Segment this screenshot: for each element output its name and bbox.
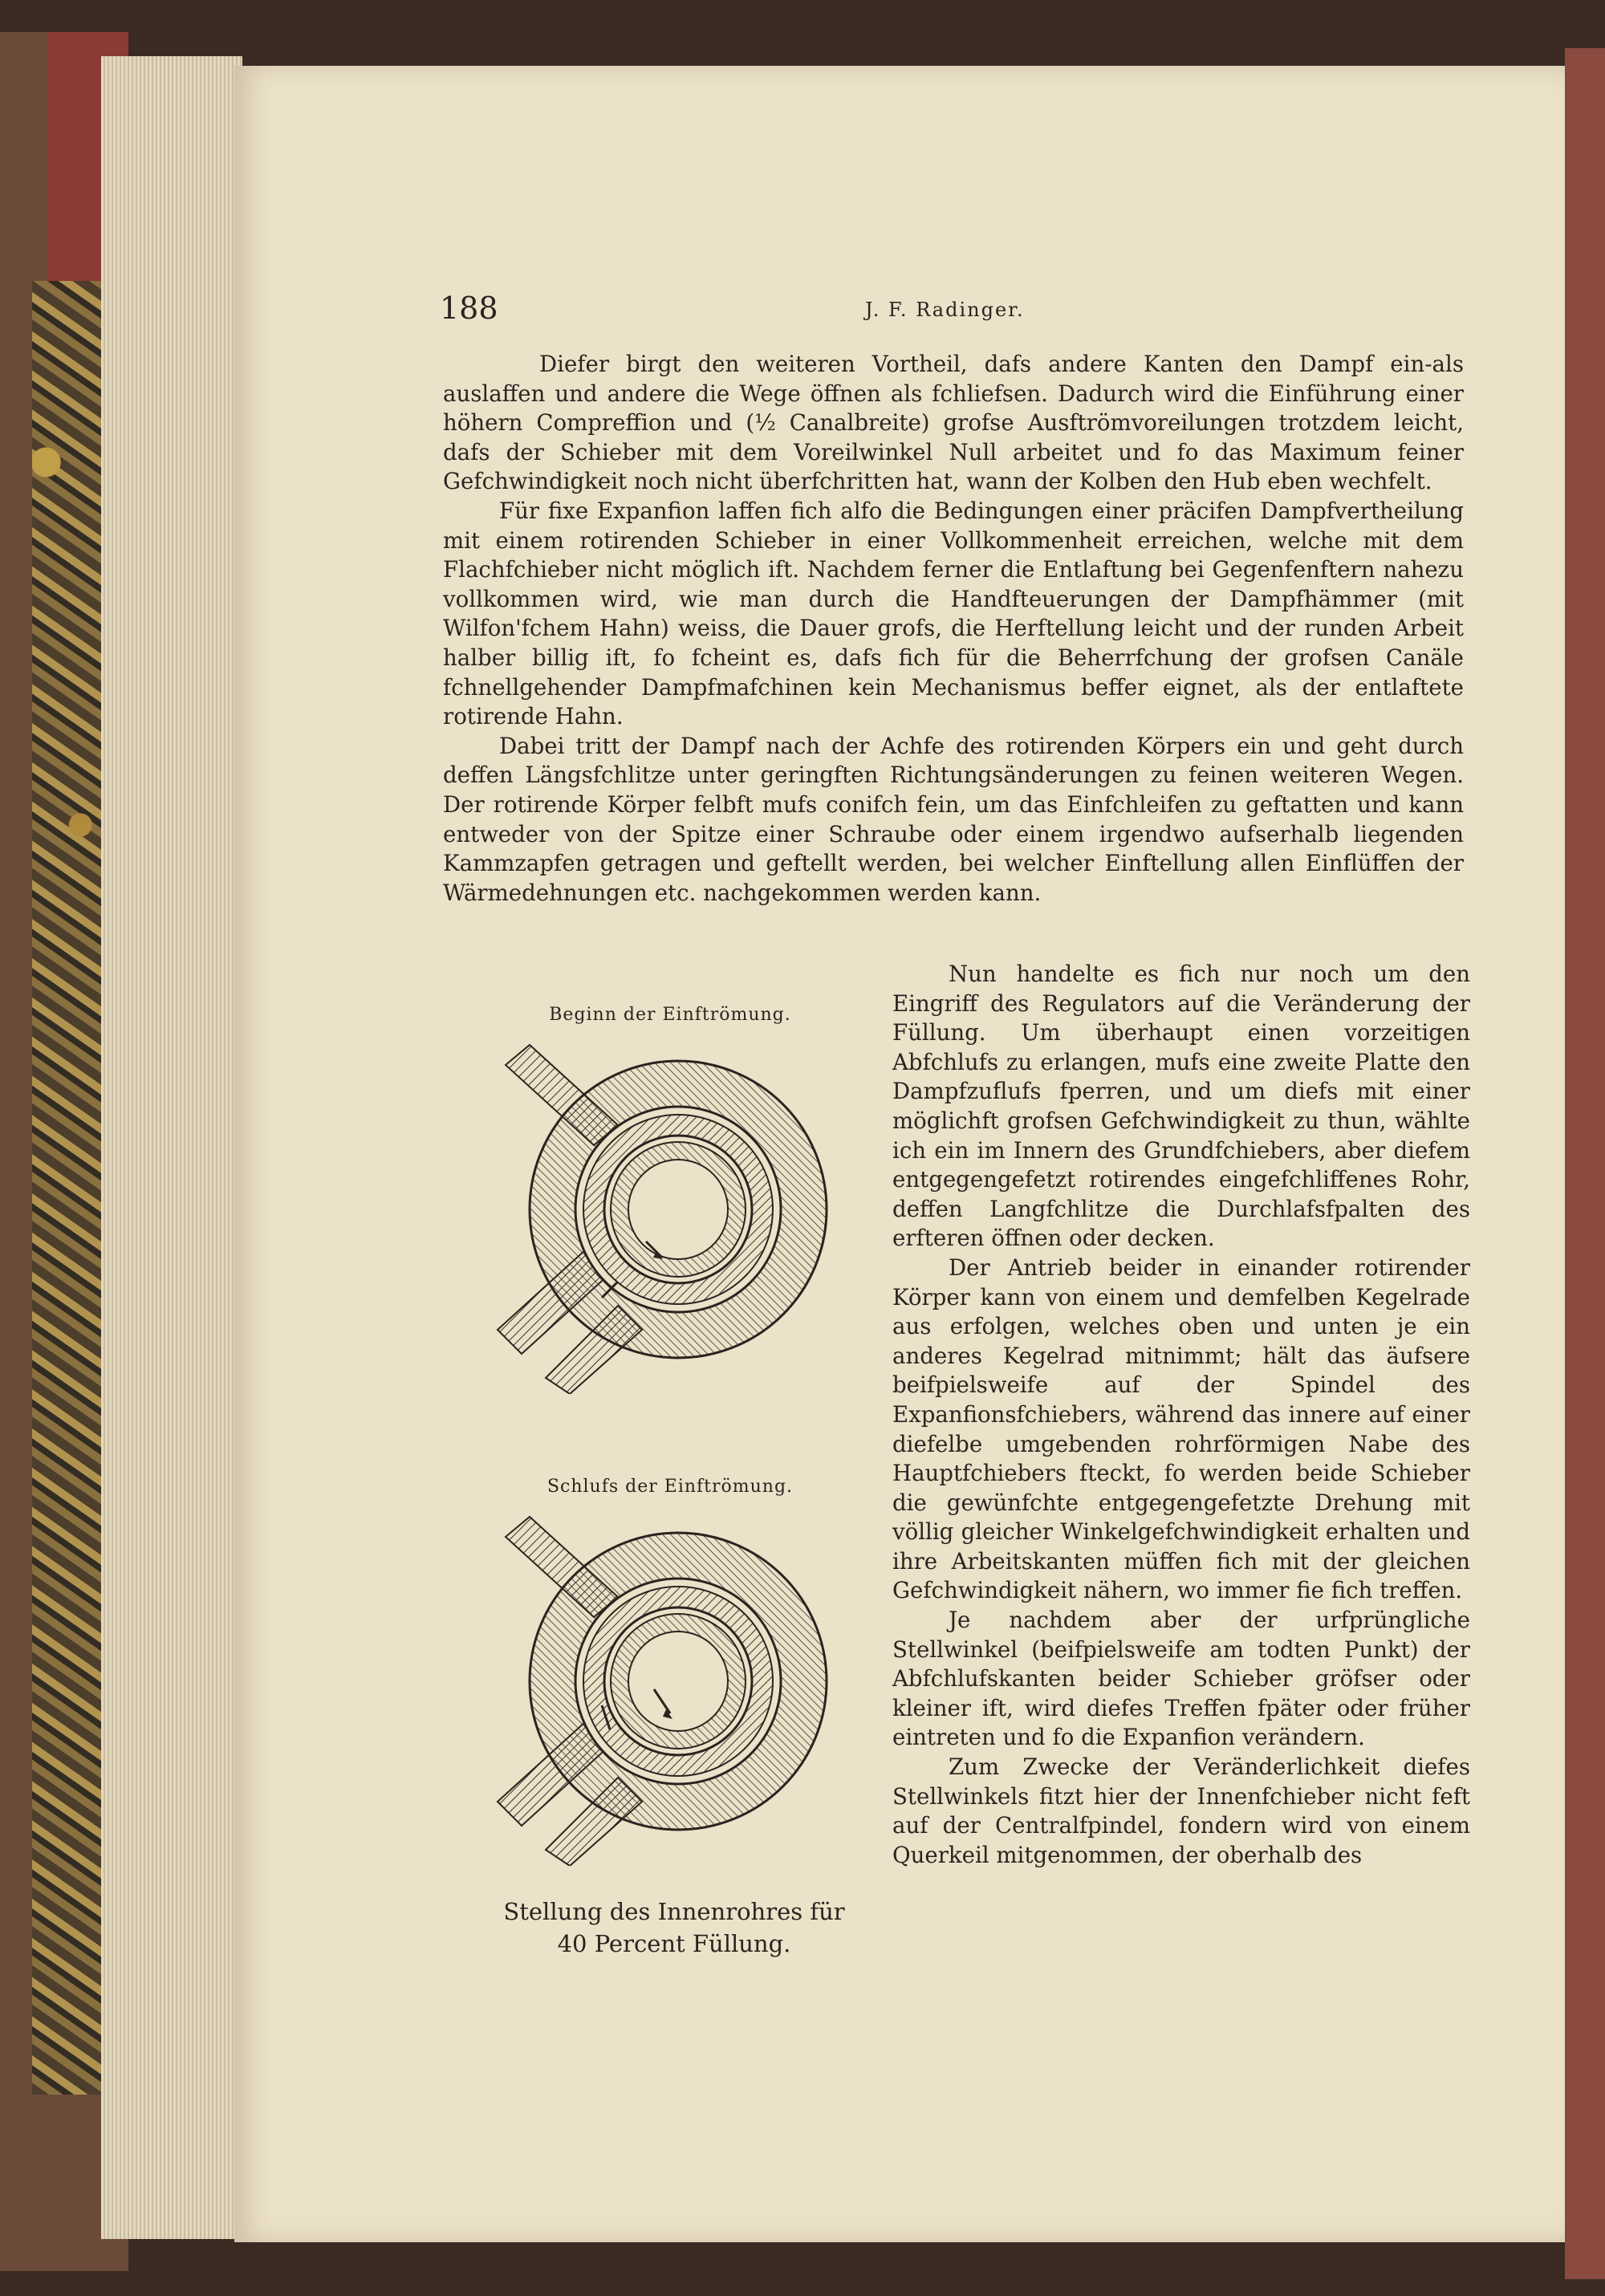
paragraph: Diefer birgt den weiteren Vortheil, dafs andere Kanten den Dampf ein-als auslaffen und andere die Wege öffnen als fchliefsen. Dadurch wird die Einführung einer höhern Compreffion und (½ Canalbreite) grofse Ausftrömvoreilungen trotzdem leicht, dafs der Schieber mit dem Voreilwinkel Null arbeitet und fo das Maximum feiner Gefchwindigkeit noch nicht überfchritten hat, wann der Kolben den Hub eben wechfelt. bbox=[443, 351, 1464, 495]
page-edges bbox=[101, 56, 242, 2239]
page-header bbox=[440, 291, 1427, 339]
page-number: 188 bbox=[440, 291, 498, 326]
paragraph: Nun handelte es fich nur noch um den Eingriff des Regulators auf die Veränderung der Füllung. Um überhaupt einen vorzeitigen Abfchlufs zu erlangen, mufs eine zweite Platte den Dampfzuflufs fperren, und um diefs mit einer möglichft grofsen Gefchwindigkeit zu thun, wählte ich ein im Innern des Grundfchiebers, aber diefem entgegengefetzt rotirendes eingefchliffenes Rohr, deffen Langfchlitze die Durchlafsfpalten des erfteren öffnen oder decken. bbox=[892, 961, 1470, 1252]
caption-line: 40 Percent Füllung. bbox=[557, 1930, 791, 1957]
paragraph: Je nachdem aber der urfprüngliche Stellwinkel (beifpielsweife am todten Punkt) der Abfchlufskanten beider Schieber gröfser oder kleiner ift, wird diefes Treffen fpäter oder früher eintreten und fo die Expanfion verändern. bbox=[892, 1607, 1470, 1751]
paragraph: Der Antrieb beider in einander rotirender Körper kann von einem und demfelben Kegelrade aus erfolgen, welches oben und unten je ein anderes Kegelrad mitnimmt; hält das äufsere beifpielsweife auf der Spindel des Expanfionsfchiebers, während das innere auf einer diefelbe umgebenden rohrförmigen Nabe des Hauptfchiebers fteckt, fo werden beide Schieber die gewünfchte entgegengefetzte Drehung mit völlig gleicher Winkelgefchwindigkeit erhalten und ihre Arbeitskanten müffen fich mit der gleichen Gefchwindigkeit nähern, wo immer fie fich treffen. bbox=[892, 1254, 1470, 1604]
right-column-text bbox=[892, 960, 1470, 1870]
running-head: J. F. Radinger. bbox=[865, 299, 1025, 321]
rotary-valve-diagram bbox=[482, 1041, 851, 1394]
figure-caption: Schlufs der Einftrömung. bbox=[547, 1477, 794, 1497]
paragraph: Dabei tritt der Dampf nach der Achfe des rotirenden Körpers ein und geht durch deffen Längsfchlitze unter geringften Richtungsänderungen zu feinen weiteren Wegen. Der rotirende Körper felbft mufs conifch fein, um das Einfchleifen zu geftatten und kann entweder von der Spitze einer Schraube oder einem irgendwo aufserhalb liegenden Kammzapfen getragen und geftellt werden, bei welcher Einftellung allen Einflüffen der Wärmedehnungen etc. nachgekommen werden kann. bbox=[443, 732, 1464, 906]
figure-caption: Beginn der Einftrömung. bbox=[549, 1005, 791, 1025]
paragraph: Für fixe Expanfion laffen fich alfo die Bedingungen einer präcifen Dampfvertheilung mit einem rotirenden Schieber in einer Vollkommenheit erreichen, welche mit dem Flachfchieber nicht möglich ift. Nachdem ferner die Entlaftung bei Gegenfenftern nahezu vollkommen wird, wie man durch die Handfteuerungen der Dampfhämmer (mit Wilfon'fchem Hahn) weiss, die Dauer grofs, die Herftellung leicht und der runden Arbeit halber billig ift, fo fcheint es, dafs fich für die Beherrfchung der grofsen Canäle fchnellgehender Dampfmafchinen kein Mechanismus beffer eignet, als der entlaftete rotirende Hahn. bbox=[443, 497, 1464, 730]
rotary-valve-diagram bbox=[482, 1513, 851, 1866]
paragraph: Zum Zwecke der Veränderlichkeit diefes Stellwinkels fitzt hier der Innenfchieber nicht feft auf der Centralfpindel, fondern wird von einem Querkeil mitgenommen, der oberhalb des bbox=[892, 1753, 1470, 1868]
caption-line: Stellung des Innenrohres für bbox=[503, 1898, 845, 1925]
figure-top bbox=[482, 1005, 859, 1394]
figure-middle bbox=[482, 1477, 859, 1866]
book-cover-right bbox=[1565, 48, 1605, 2279]
marbled-endpaper bbox=[32, 281, 101, 2095]
main-text-block bbox=[443, 350, 1464, 908]
figure-caption-bottom bbox=[473, 1896, 875, 1960]
